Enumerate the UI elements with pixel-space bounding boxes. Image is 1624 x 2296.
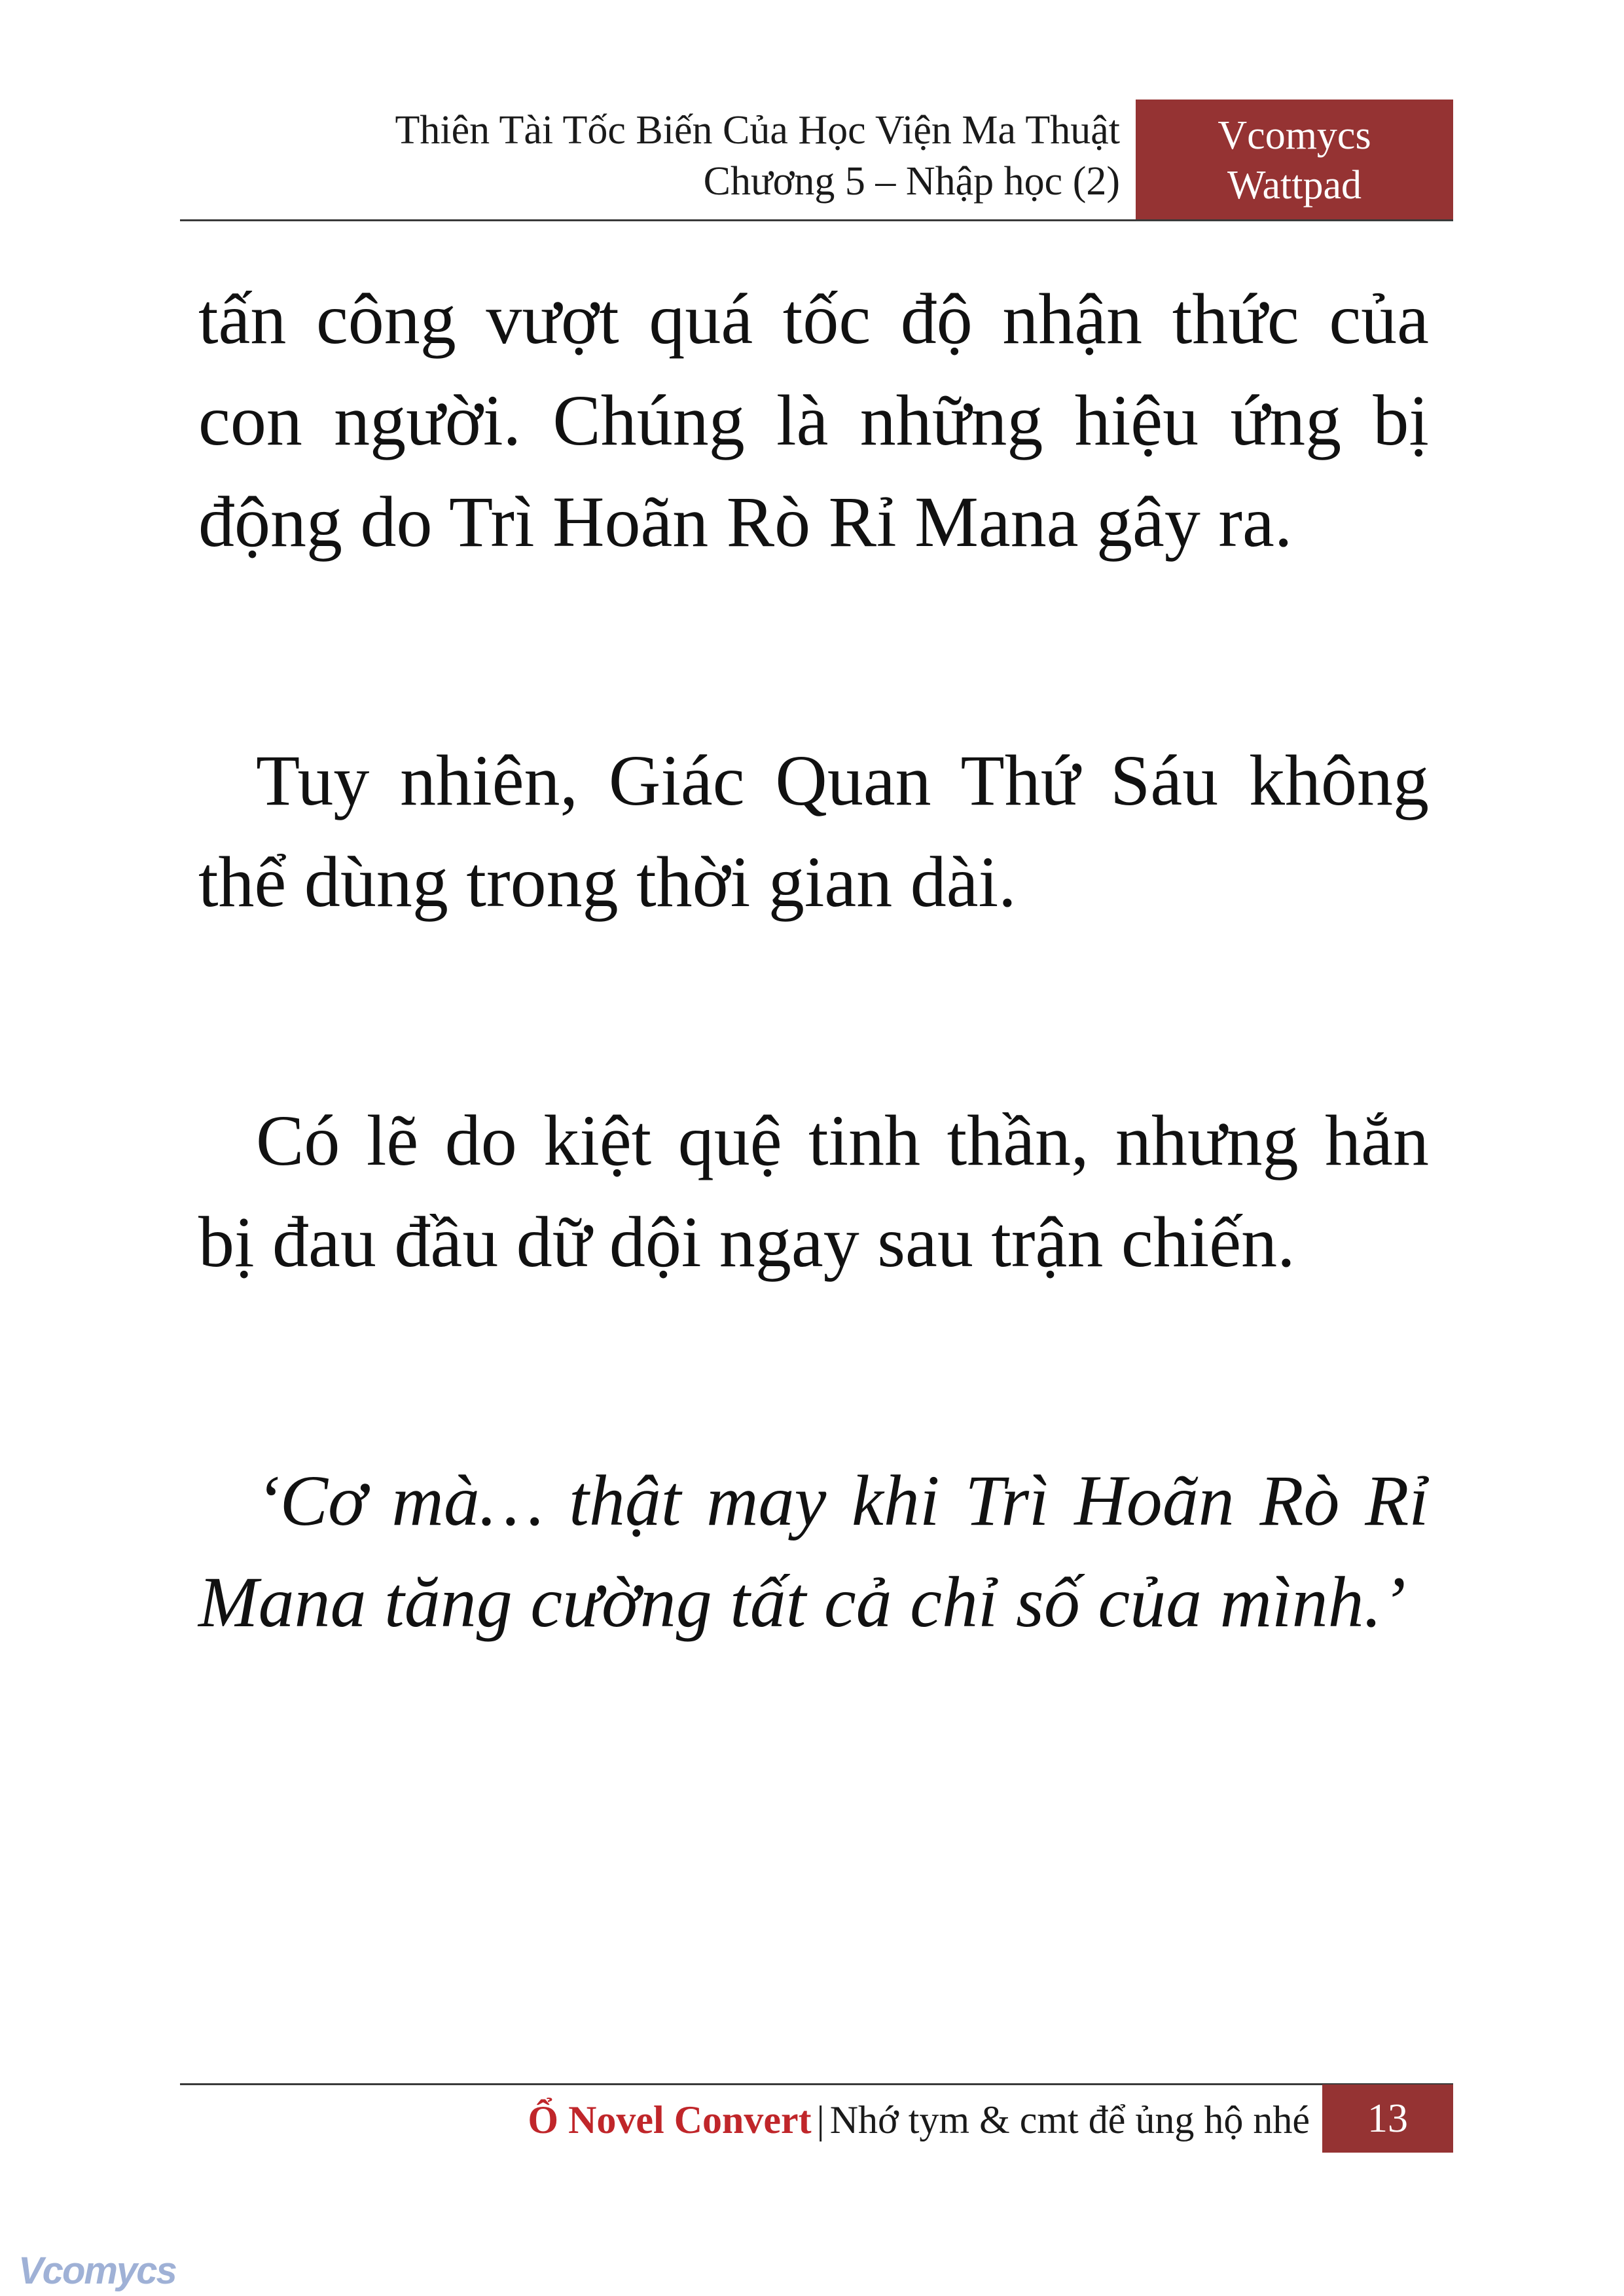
page-content (198, 268, 1429, 1810)
paragraph-1: tấn công vượt quá tốc độ nhận thức của con người. Chúng là những hiệu ứng bị động do Trì Hoãn Rò Rỉ Mana gây ra. (198, 279, 1429, 562)
page-footer (528, 2094, 1310, 2146)
footer-brand: Ổ Novel Convert (528, 2098, 812, 2141)
author-badge (1136, 100, 1453, 221)
footer-message: Nhớ tym & cmt để ủng hộ nhé (829, 2098, 1310, 2141)
paragraph-3: Có lẽ do kiệt quệ tinh thần, nhưng hắn bị đau đầu dữ dội ngay sau trận chiến. (198, 1101, 1429, 1282)
page-header-titles (395, 105, 1120, 207)
header-divider (180, 219, 1453, 221)
author-name: Vcomycs (1218, 113, 1371, 158)
book-title: Thiên Tài Tốc Biến Của Học Viện Ma Thuật (395, 108, 1120, 153)
paragraph-4-inner-thought: ‘Cơ mà… thật may khi Trì Hoãn Rò Rỉ Mana tăng cường tất cả chỉ số của mình.’ (198, 1461, 1429, 1642)
paragraph-2: Tuy nhiên, Giác Quan Thứ Sáu không thể dùng trong thời gian dài. (198, 740, 1429, 922)
footer-separator: | (816, 2098, 825, 2141)
footer-divider (180, 2083, 1453, 2085)
page-number: 13 (1367, 2096, 1408, 2141)
page-number-badge (1322, 2085, 1453, 2153)
chapter-title: Chương 5 – Nhập học (2) (703, 159, 1120, 204)
platform-name: Wattpad (1227, 162, 1362, 208)
watermark-logo: Vcomycs (18, 2250, 176, 2292)
